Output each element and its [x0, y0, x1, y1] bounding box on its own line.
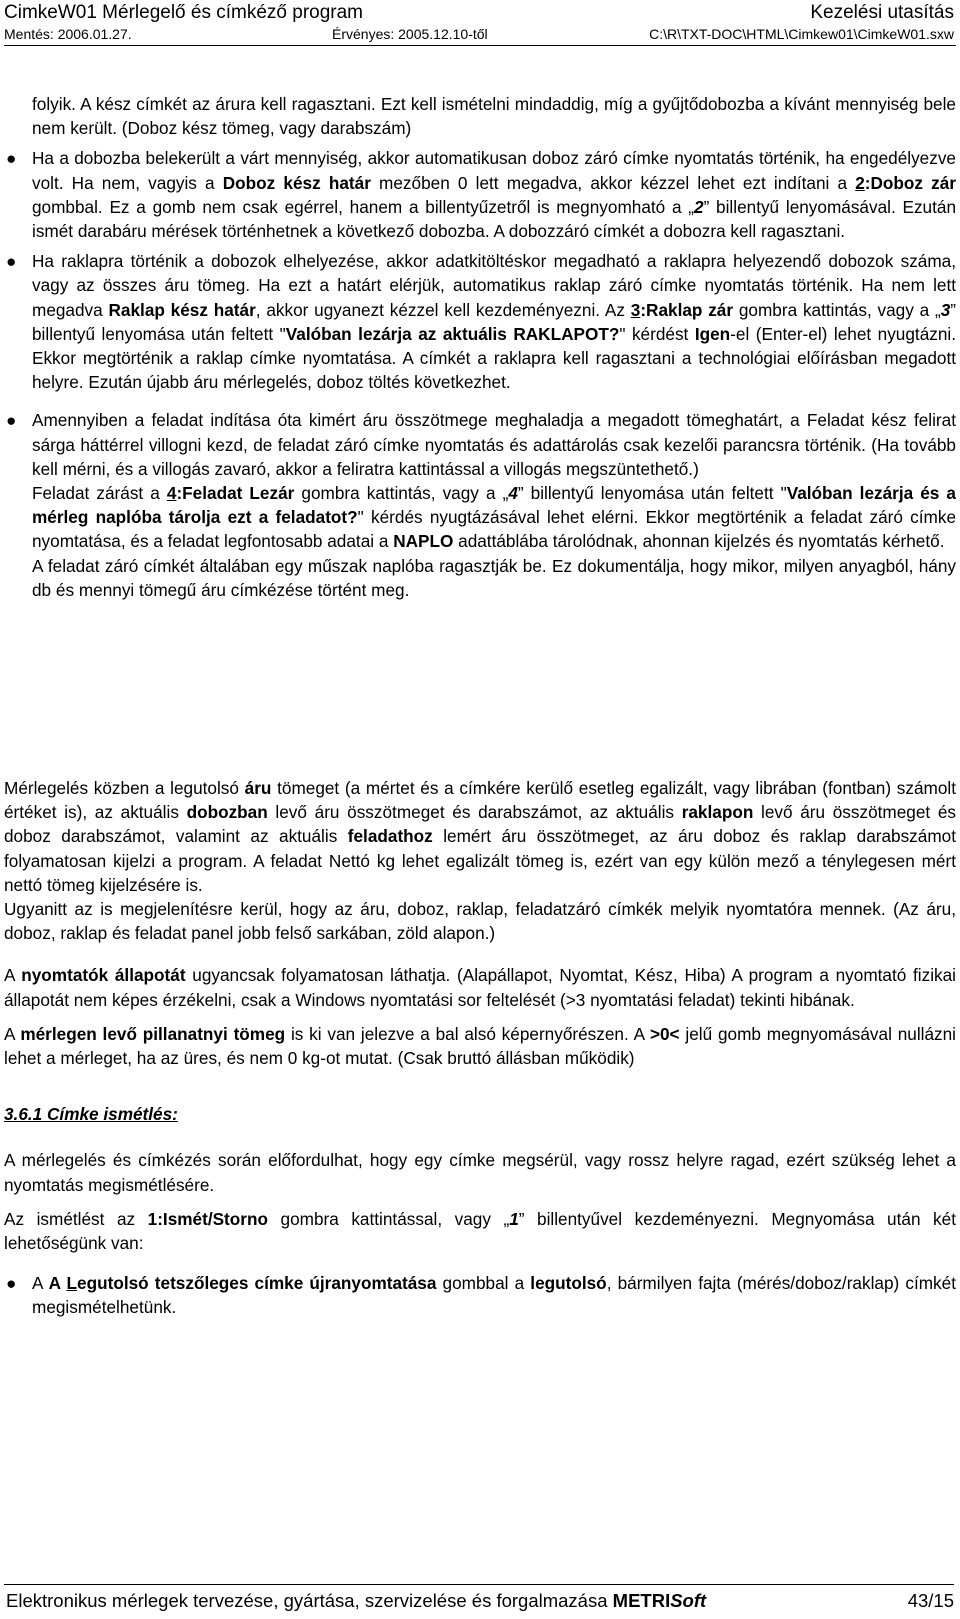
paragraph-scale: A mérlegen levő pillanatnyi tömeg is ki van jelezve a bal alsó képernyőrészen. A >0< jelű gomb megnyomásával nullázni lehet a mérleget, ha az üres, és nem 0 kg-ot mutat. (Csak bruttó állásban működik) — [4, 1023, 956, 1069]
document-body-2 — [4, 776, 956, 1320]
brand-metri: METRI — [612, 1590, 671, 1611]
bullet-icon: ● — [6, 251, 17, 272]
page-number: 43/15 — [907, 1590, 954, 1611]
brand-soft: Soft — [670, 1590, 707, 1611]
doc-type: Kezelési utasítás — [810, 2, 954, 23]
footer-text: Elektronikus mérlegek tervezése, gyártása, szervizelése és forgalmazása — [6, 1590, 613, 1611]
page-footer — [6, 1590, 954, 1612]
header-divider — [4, 45, 956, 46]
paragraph-weighing: Mérlegelés közben a legutolsó áru tömeget (a mértet és a címkére kerülő esetleg egalizált, vagy librában (fontban) számolt értéket is), az aktuális dobozban levő áru összötmeget és darabszámot, az aktuális raklapon levő áru összötmeget és doboz darabszámot, valamint az aktuális feladathoz lemért áru összötmeget, az áru doboz és raklap darabszámot folyamatosan kijelzi a program. A feladat Nettó kg lehet egalizált tömeg is, ezért van egy külön mező a ténylegesen mért nettó tömeg kijelzésére is. Ugyanitt az is megjelenítésre kerül, hogy az áru, doboz, raklap, feladatzáró címkék melyik nyomtatóra mennek. (Az áru, doboz, raklap és feladat panel jobb felső sarkában, zöld alapon.) — [4, 778, 956, 944]
paragraph-printers: A nyomtatók állapotát ugyancsak folyamatosan láthatja. (Alapállapot, Nyomtat, Kész, Hiba) A program a nyomtató fizikai állapotát nem képes érzékelni, csak a Windows nyomtatási sor feltelését (>3 nyomtatási feladat) tekinti hibának. — [4, 965, 957, 1010]
paragraph-label-repeat: A mérlegelés és címkézés során előfordulhat, hogy egy címke megsérül, vagy rossz helyre ragad, ezért szükség lehet a nyomtatás megismétlésére. — [4, 1150, 956, 1195]
saved-date: Mentés: 2006.01.27. — [4, 26, 132, 42]
bullet-reprint: ● A A Legutolsó tetszőleges címke újranyomtatása gombbal a legutolsó, bármilyen fajta (mérés/doboz/raklap) címkét megismételhetünk. — [6, 1273, 956, 1318]
paragraph-repeat-howto: Az ismétlést az 1:Ismét/Storno gombra kattintással, vagy „1” billentyűvel kezdeményezni. Megnyomása után két lehetőségünk van: — [4, 1208, 956, 1254]
paragraph-continuation: folyik. A kész címkét az árura kell ragasztani. Ezt kell ismételni mindaddig, míg a gyűjtődobozba a kívánt mennyiség bele nem került. (Doboz kész tömeg, vagy darabszám) — [32, 94, 956, 139]
section-heading: 3.6.1 Címke ismétlés: — [4, 1104, 178, 1125]
file-path: C:\R\TXT-DOC\HTML\Cimkew01\CimkeW01.sxw — [649, 26, 954, 42]
bullet-box-close: ● Ha a dobozba belekerült a várt mennyiség, akkor automatikusan doboz záró címke nyomtatás történik, ha engedélyezve volt. Ha nem, vagyis a Doboz kész határ mezőben 0 lett megadva, akkor kézzel lehet ezt indítani a 2:Doboz zár gombbal. Ez a gomb nem csak egérrel, hanem a billentyűzetről is megnyomható a „2” billentyű lenyomásával. Ezután ismét darabáru mérések történhetnek a következő dobozba. A dobozzáró címkét a dobozra kell ragasztani. — [6, 148, 957, 242]
bullet-pallet-close: ● Ha raklapra történik a dobozok elhelyezése, akkor adatkitöltéskor megadható a raklapra helyezendő dobozok száma, vagy az összes áru tömeg. Ha ezt a határt elérjük, automatikus raklap záró címke nyomtatás történik. Ha nem lett megadva Raklap kész határ, akkor ugyanezt kézzel kell kezdeményezni. Az 3:Raklap zár gombra kattintás, vagy a „3” billentyű lenyomása után feltett "Valóban lezárja az aktuális RAKLAPOT?" kérdést Igen-el (Enter-el) lehet nyugtázni. Ekkor megtörténik a raklap címke nyomtatása. A címkét a raklapra kell ragasztani a technológiai előírásban megadott helyre. Ezután újabb áru mérlegelés, doboz töltés következhet. — [6, 251, 957, 393]
bullet-task-close: ● Amennyiben a feladat indítása óta kimért áru összötmege meghaladja a megadott tömeghatárt, a Feladat kész felirat sárga háttérrel villogni kezd, de feladat záró címke nyomtatás és adattárolás csak kezelői parancsra történik. (Ha tovább kell mérni, és a villogás zavaró, akkor a feliratra kattintással a villogás megszüntethető.) Feladat zárást a 4:Feladat Lezár gombra kattintás, vagy a „4” billentyű lenyomása után feltett "Valóban lezárja és a mérleg naplóba tárolja ezt a feladatot?" kérdés nyugtázásával lehet elérni. Ekkor megtörténik a feladat záró címke nyomtatása, és a feladat legfontosabb adatai a NAPLO adattáblába tárolódnak, ahonnan kijelzés és nyomtatás kérhető. A feladat záró címkét általában egy műszak naplóba ragasztják be. Ez dokumentálja, hogy mikor, milyen anyagból, hány db és mennyi tömegű áru címkézése történt meg. — [6, 410, 957, 600]
bullet-icon: ● — [6, 1273, 17, 1294]
doc-title: CimkeW01 Mérlegelő és címkéző program — [4, 2, 364, 23]
footer-divider — [4, 1584, 954, 1585]
bullet-icon: ● — [6, 148, 17, 169]
valid-date: Érvényes: 2005.12.10-től — [332, 26, 488, 42]
document-body — [6, 92, 957, 602]
bullet-icon: ● — [6, 410, 17, 431]
